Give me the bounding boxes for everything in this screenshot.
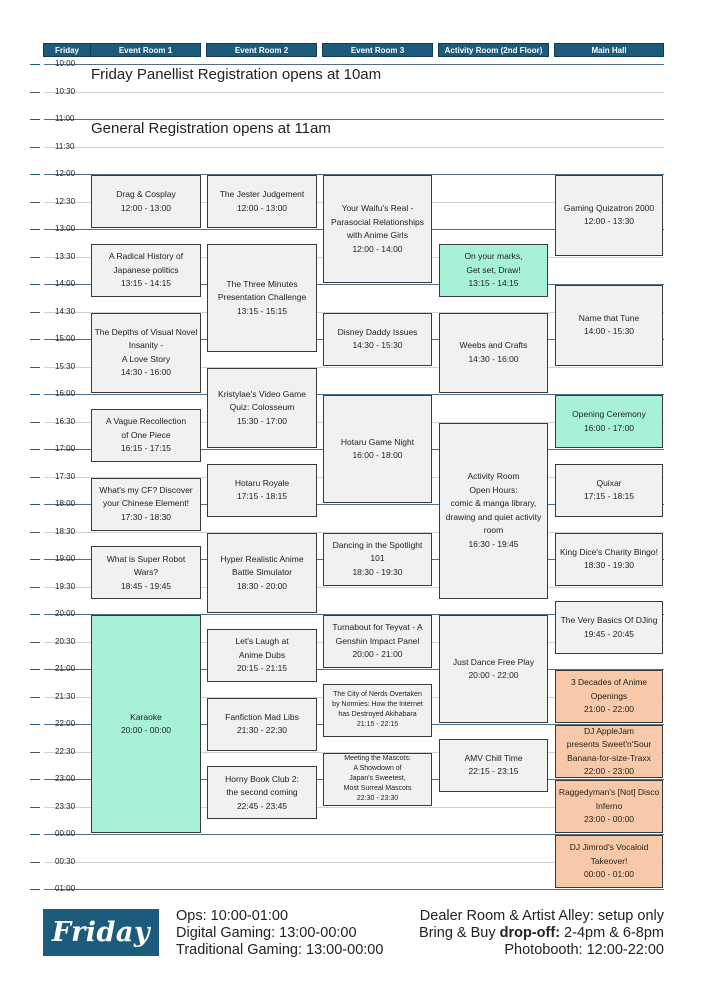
header-main-hall: Main Hall [554,43,664,57]
event-title: King Dice's Charity Bingo! [560,546,658,557]
time-tick [30,284,40,285]
digital-gaming-hours: Digital Gaming: 13:00-00:00 [176,925,357,941]
time-tick [30,229,40,230]
event-title: Kristylae's Video Game Quiz: Colosseum [218,388,306,412]
event-time: 17:15 - 18:15 [236,491,288,502]
event-title: Fanfiction Mad Libs [225,711,299,722]
event-block [207,629,317,682]
time-label: 14:30 [55,306,76,316]
time-label: 10:00 [55,59,76,68]
event-title: Hotaru Royale [234,477,290,488]
dealer-room-info: Dealer Room & Artist Alley: setup only [419,908,664,924]
event-title: Raggedyman's [Not] Disco Inferno [558,787,660,811]
logo-text: Friday [51,917,151,948]
event-title: Activity Room Open Hours: comic & manga library, drawing and quiet activity room [445,471,542,536]
event-time: 14:30 - 16:00 [468,353,519,364]
grid-line [44,92,664,93]
time-tick [30,614,40,615]
time-tick [30,779,40,780]
time-tick [30,889,40,890]
event-time: 22:30 - 23:30 [356,795,399,802]
time-tick [30,174,40,175]
event-title: The Very Basics Of DJing [560,615,658,626]
time-tick [30,587,40,588]
event-time: 21:30 - 22:30 [236,725,288,735]
event-time: 18:30 - 20:00 [236,580,288,591]
event-title: Hyper Realistic Anime Battle Simulator [220,553,304,577]
time-tick [30,477,40,478]
time-label: 19:30 [55,581,76,591]
time-label: 12:00 [55,169,76,178]
time-tick [30,119,40,120]
event-title: Hotaru Game Night [340,436,415,447]
event-block [555,395,663,448]
event-title: Dancing in the Spotlight 101 [332,539,423,564]
event-time: 20:15 - 21:15 [236,663,288,673]
event-block [555,670,663,723]
event-title: Meeting the Mascots: A Showdown of Japan's Sweetest, Most Surreal Mascots [343,755,412,792]
time-label: 00:00 [55,829,76,838]
event-title: On your marks, Get set, Draw! [464,251,523,275]
event-title: Drag & Cosplay [116,189,176,199]
time-label: 17:30 [55,471,76,481]
time-tick [30,669,40,670]
event-block [91,313,201,394]
event-block [91,175,201,228]
time-label: 12:30 [55,196,76,206]
event-block [91,478,201,531]
time-tick [30,504,40,505]
event-time: 18:30 - 19:30 [352,566,403,577]
event-block [207,766,317,819]
event-block [555,464,663,517]
traditional-gaming-hours: Traditional Gaming: 13:00-00:00 [176,942,384,958]
friday-logo [43,909,159,956]
event-block [91,244,201,297]
time-tick [30,862,40,863]
time-label: 00:30 [55,856,76,866]
bring-buy-prefix: Bring & Buy [419,925,500,941]
panellist-registration-banner: Friday Panellist Registration opens at 10am [91,66,382,83]
event-title: What is Super Robot Wars? [106,553,186,577]
event-block [207,244,317,352]
event-time: 22:45 - 23:45 [236,800,288,811]
header-activity-room: Activity Room (2nd Floor) [438,43,549,57]
bring-buy-info [419,925,664,942]
event-time: 12:00 - 13:30 [583,216,635,227]
event-title: Horny Book Club 2: the second coming [225,773,299,797]
event-time: 12:00 - 14:00 [352,243,403,254]
event-block [323,395,432,503]
event-block [555,835,663,888]
event-time: 23:00 - 00:00 [583,814,635,825]
event-block [91,615,201,833]
time-tick [30,532,40,533]
header-event-room-2: Event Room 2 [206,43,317,57]
time-label: 10:30 [55,86,76,96]
event-title: Karaoke [130,711,162,722]
event-block [439,313,548,394]
grid-line [44,889,664,890]
event-title: DJ AppleJam presents Sweet'n'Sour Banana-for-size-Traxx [566,725,652,763]
time-tick [30,559,40,560]
event-time: 14:30 - 15:30 [352,340,403,350]
time-label: 16:00 [55,389,76,398]
time-label: 18:00 [55,499,76,508]
time-tick [30,257,40,258]
event-block [207,368,317,449]
time-tick [30,147,40,148]
event-time: 15:30 - 17:00 [236,415,288,426]
time-label: 01:00 [55,884,76,893]
event-block [555,533,663,586]
event-title: Let's Laugh at Anime Dubs [235,636,289,660]
event-title: The City of Nerds Overtaken by Normies: How the Internet has Destroyed Akihabara [332,691,423,719]
event-block [207,464,317,517]
time-label: 11:30 [55,141,75,151]
event-title: Quixar [596,477,622,488]
time-label: 20:30 [55,636,76,646]
event-time: 13:15 - 14:15 [468,278,519,288]
footer-hours-left [176,908,383,959]
time-tick [30,312,40,313]
event-title: A Vague Recollection of One Piece [105,416,187,440]
time-label: 22:00 [55,719,76,728]
grid-line [44,64,664,65]
event-time: 22:15 - 23:15 [468,766,519,777]
event-time: 13:15 - 14:15 [120,278,172,288]
event-time: 20:00 - 00:00 [120,725,172,735]
event-time: 12:00 - 13:00 [236,202,288,213]
photobooth-info: Photobooth: 12:00-22:00 [504,942,664,958]
time-tick [30,202,40,203]
time-label: 22:30 [55,746,76,756]
time-label: 15:00 [55,334,76,343]
event-time: 17:30 - 18:30 [120,511,172,522]
time-label: 19:00 [55,554,76,563]
event-title: Gaming Quizatron 2000 [563,202,655,213]
event-block [555,780,663,833]
event-block [323,313,432,366]
event-block [439,615,548,723]
event-title: Weebs and Crafts [459,340,528,351]
time-label: 15:30 [55,361,76,371]
time-label: 20:00 [55,609,76,618]
header-event-room-1: Event Room 1 [90,43,201,57]
bring-buy-dropoff: drop-off: [499,925,561,941]
event-block [555,285,663,366]
event-title: Turnabout for Teyvat - A Genshin Impact Panel [332,622,423,646]
event-time: 16:00 - 18:00 [352,450,403,460]
time-tick [30,64,40,65]
event-title: Opening Ceremony [572,409,646,419]
event-title: AMV Chill Time [464,752,523,763]
header-day: Friday [43,43,91,57]
time-label: 23:00 [55,774,76,783]
time-label: 14:00 [55,279,76,288]
event-block [439,244,548,297]
time-label: 21:30 [55,691,76,701]
event-time: 21:15 - 22:15 [356,721,399,729]
event-time: 18:30 - 19:30 [583,560,635,570]
time-label: 17:00 [55,444,76,453]
time-tick [30,752,40,753]
event-time: 20:00 - 22:00 [468,670,519,680]
event-time: 19:45 - 20:45 [583,628,635,639]
event-block [91,546,201,599]
event-block [207,698,317,751]
event-time: 14:00 - 15:30 [583,326,635,337]
time-label: 16:30 [55,416,76,426]
header-event-room-3: Event Room 3 [322,43,433,57]
event-time: 12:00 - 13:00 [120,202,172,213]
event-block [323,175,432,283]
event-block [323,615,432,668]
event-time: 13:15 - 15:15 [236,305,288,316]
time-label: 13:30 [55,251,76,261]
event-time: 20:00 - 21:00 [352,649,403,660]
event-block [439,423,548,600]
event-time: 00:00 - 01:00 [583,869,635,880]
event-block [207,533,317,614]
ops-hours: Ops: 10:00-01:00 [176,908,289,924]
time-tick [30,92,40,93]
time-tick [30,449,40,450]
event-title: A Radical History of Japanese politics [108,251,184,275]
event-time: 17:15 - 18:15 [583,491,635,502]
time-label: 18:30 [55,526,76,536]
time-tick [30,697,40,698]
time-label: 21:00 [55,664,76,673]
time-tick [30,339,40,340]
event-block [555,725,663,778]
event-title: DJ Jimrod's Vocaloid Takeover! [569,842,649,866]
general-registration-banner: General Registration opens at 11am [91,120,331,137]
event-block [555,175,663,256]
time-label: 23:30 [55,801,76,811]
event-time: 16:15 - 17:15 [120,443,172,453]
event-title: 3 Decades of Anime Openings [570,677,648,701]
event-title: Disney Daddy Issues [337,326,418,337]
time-tick [30,807,40,808]
time-tick [30,834,40,835]
event-title: Just Dance Free Play [452,656,535,667]
event-block [555,601,663,654]
grid-line [44,147,664,148]
time-tick [30,642,40,643]
time-tick [30,422,40,423]
event-title: Your Waifu's Real - Parasocial Relationships with Anime Girls [330,203,425,240]
time-label: 13:00 [55,224,76,233]
event-time: 14:30 - 16:00 [120,367,172,378]
event-time: 16:30 - 19:45 [468,538,519,549]
event-title: The Three Minutes Presentation Challenge [217,278,307,302]
event-block [323,684,432,737]
event-time: 18:45 - 19:45 [120,580,172,591]
event-block [439,739,548,792]
bring-buy-times: 2-4pm & 6-8pm [560,925,664,941]
event-block [323,753,432,806]
event-title: What's my CF? Discover your Chinese Element! [99,484,193,509]
event-block [207,175,317,228]
time-tick [30,394,40,395]
event-block [323,533,432,586]
time-label: 11:00 [55,114,75,123]
event-time: 21:00 - 22:00 [583,704,635,715]
event-title: The Jester Judgement [219,189,305,199]
event-time: 22:00 - 23:00 [583,766,635,776]
event-block [91,409,201,462]
event-time: 16:00 - 17:00 [583,422,635,433]
time-tick [30,367,40,368]
time-tick [30,724,40,725]
footer-hours-right [419,908,664,959]
event-title: The Depths of Visual Novel Insanity - A Love Story [94,326,198,364]
event-title: Name that Tune [578,312,640,323]
